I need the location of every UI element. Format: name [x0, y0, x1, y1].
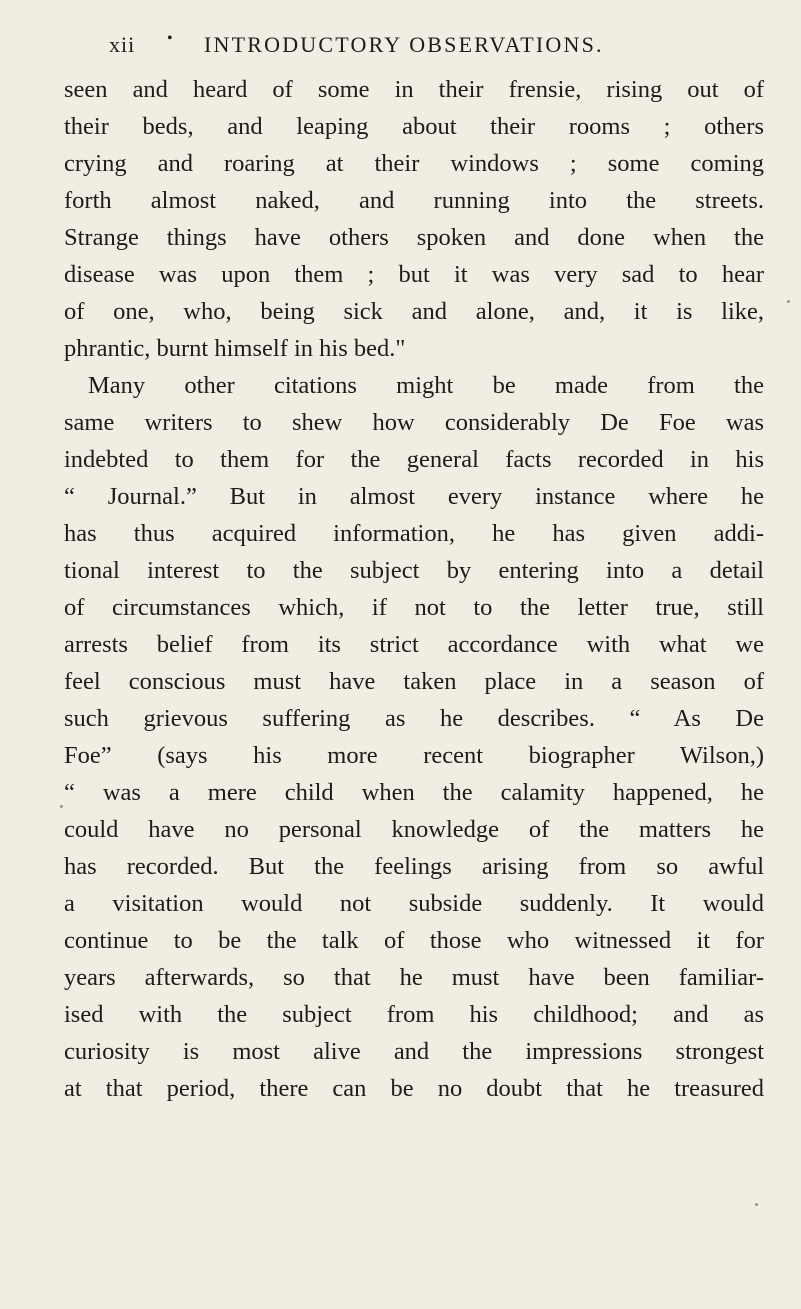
body-text	[64, 71, 764, 1107]
text-line: a visitation would not subside suddenly. It would	[64, 890, 764, 917]
text-line: such grievous suffering as he describes. “ As De	[64, 705, 764, 732]
text-line: phrantic, burnt himself in his bed."	[64, 335, 406, 362]
text-line: indebted to them for the general facts recorded in his	[64, 446, 764, 473]
text-line: forth almost naked, and running into the streets.	[64, 187, 764, 214]
running-head-title: INTRODUCTORY OBSERVATIONS.	[204, 32, 604, 57]
running-head	[109, 32, 649, 62]
text-line: seen and heard of some in their frensie, rising out of	[64, 76, 764, 103]
text-line: of one, who, being sick and alone, and, it is like,	[64, 298, 764, 325]
text-line: years afterwards, so that he must have been familiar-	[64, 964, 764, 991]
text-line: ised with the subject from his childhood; and as	[64, 1001, 764, 1028]
text-line: Many other citations might be made from the	[88, 372, 764, 399]
text-line: “ Journal.” But in almost every instance where he	[64, 483, 764, 510]
text-line: crying and roaring at their windows ; some coming	[64, 150, 764, 177]
text-line: continue to be the talk of those who witnessed it for	[64, 927, 764, 954]
text-line: disease was upon them ; but it was very sad to hear	[64, 261, 764, 288]
text-line: tional interest to the subject by entering into a detail	[64, 557, 764, 584]
ornament-mark: •	[167, 30, 175, 47]
text-line: has thus acquired information, he has given addi-	[64, 520, 764, 547]
paper-speck	[787, 300, 790, 303]
text-line: Foe” (says his more recent biographer Wilson,)	[64, 742, 764, 769]
text-line: of circumstances which, if not to the letter true, still	[64, 594, 764, 621]
text-line: arrests belief from its strict accordance with what we	[64, 631, 764, 658]
text-line: has recorded. But the feelings arising from so awful	[64, 853, 764, 880]
text-line: their beds, and leaping about their rooms ; others	[64, 113, 764, 140]
text-line: same writers to shew how considerably De Foe was	[64, 409, 764, 436]
text-line: “ was a mere child when the calamity happened, he	[64, 779, 764, 806]
paper-speck	[755, 1203, 758, 1206]
text-line: feel conscious must have taken place in a season of	[64, 668, 764, 695]
text-line: Strange things have others spoken and done when the	[64, 224, 764, 251]
text-line: at that period, there can be no doubt that he treasured	[64, 1075, 764, 1102]
text-line: could have no personal knowledge of the matters he	[64, 816, 764, 843]
page-number: xii	[109, 32, 136, 57]
text-line: curiosity is most alive and the impressions strongest	[64, 1038, 764, 1065]
paper-speck	[60, 805, 63, 808]
